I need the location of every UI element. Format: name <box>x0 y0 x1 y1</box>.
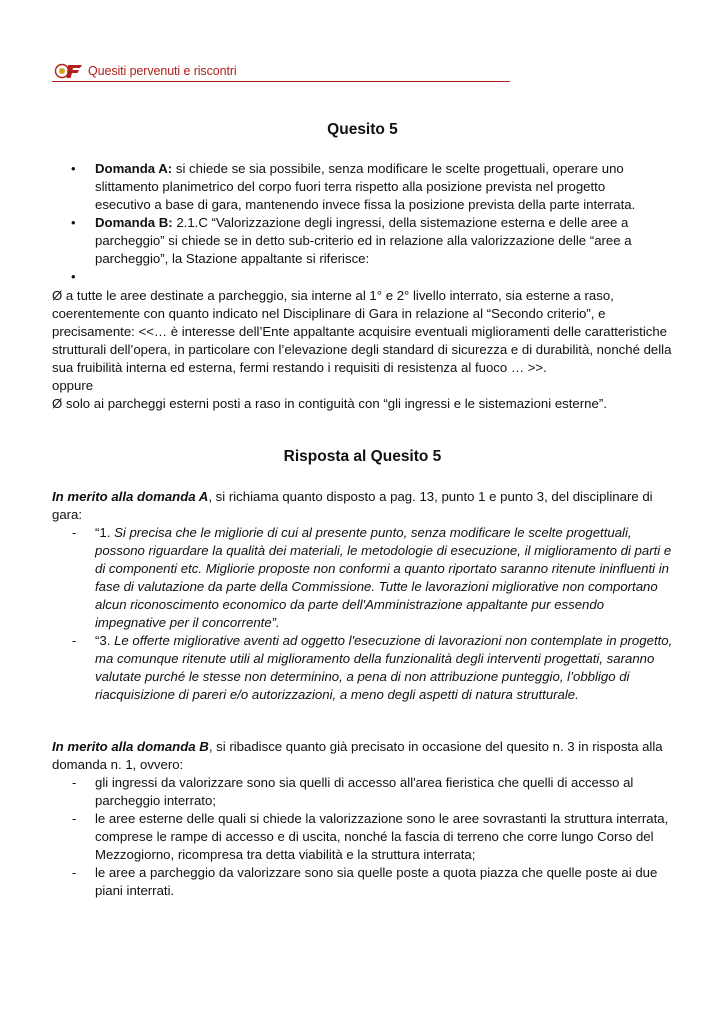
list-item <box>52 524 673 632</box>
bullet-icon: • <box>71 215 76 230</box>
answer-a-section <box>52 488 682 704</box>
list-item <box>52 774 673 810</box>
quote-number: “3. <box>95 633 115 648</box>
dash-marker: - <box>72 775 77 790</box>
option-paragraph: Ø a tutte le aree destinate a parcheggio, sia interne al 1° e 2° livello interrato, sia esterne a raso, coerentemente con quanto indicato nel Disciplinare di Gara in relazione al “Secondo criterio”, e precisamente: <<… è interesse dell’Ente appaltante acquisire eventuali miglioramenti delle caratteristiche strutturali dell’opera, in particolare con l’elevazione degli standard di sicurezza e di durabilità, nonché della sua fruibilità interna ed esterna, fermi restando i requisiti di resistenza al fuoco … >>. <box>52 288 672 375</box>
bullet-icon: • <box>71 269 76 284</box>
question-label: Domanda B: <box>95 215 173 230</box>
quote-text: Le offerte migliorative aventi ad oggetto l'esecuzione di lavorazioni non contemplate in progetto, ma comunque ritenute utili al miglioramento della funzionalità degli interventi progettati, saranno valutate purché le stesse non determinino, a pena di non attribuzione punteggio, l’obbligo di riacquisizione di pareri e/o autorizzazioni, a meno degli aspetti di natura strutturale. <box>95 633 673 702</box>
answer-a-lead: In merito alla domanda A <box>52 489 209 504</box>
dash-marker: - <box>72 811 77 826</box>
quote-text: Si precisa che le migliorie di cui al presente punto, senza modificare le scelte progettuali, possono riguardare la qualità dei materiali, le metodologie di esecuzione, il miglioramento di parti e di componenti etc. Migliorie proposte non conformi a quanto riportato saranno ritenute ininfluenti in fase di valutazione da parte della Commissione. Tutte le lavorazioni migliorative non comportano alcun riconoscimento economico da parte dell'Amministrazione appaltante pur essendo impegnative per il concorrente”. <box>95 525 672 630</box>
option-paragraph: Ø solo ai parcheggi esterni posti a raso in contiguità con “gli ingressi e le sistemazioni esterne”. <box>52 396 607 411</box>
list-item <box>52 810 673 864</box>
answer-b-section <box>52 738 682 900</box>
question-options <box>52 287 682 413</box>
header-title: Quesiti pervenuti e riscontri <box>88 64 237 78</box>
risposta-title: Risposta al Quesito 5 <box>283 448 442 465</box>
empty-bullet-item <box>52 268 652 286</box>
bullet-icon: • <box>71 161 76 176</box>
answer-b-list <box>52 774 682 900</box>
list-item <box>52 864 673 900</box>
quesito-title: Quesito 5 <box>327 121 398 138</box>
dash-marker: - <box>72 865 77 880</box>
question-list <box>52 160 652 286</box>
dash-marker: - <box>72 633 77 648</box>
answer-b-lead: In merito alla domanda B <box>52 739 209 754</box>
answer-a-list <box>52 524 682 704</box>
answer-b-intro <box>52 738 682 774</box>
header-divider <box>52 81 510 82</box>
question-item <box>52 214 652 268</box>
question-text: si chiede se sia possibile, senza modificare le scelte progettuali, operare uno slittamento planimetrico del corpo fuori terra rispetto alla posizione prevista nel progetto esecutivo a base di gara, mantenendo invece fissa la posizione prevista della parte interrata. <box>95 161 636 212</box>
list-item-text: gli ingressi da valorizzare sono sia quelli di accesso all'area fieristica che quelli di accesso al parcheggio interrato; <box>95 775 634 808</box>
dash-marker: - <box>72 525 77 540</box>
page-header <box>52 63 510 83</box>
list-item-text: le aree esterne delle quali si chiede la valorizzazione sono le aree sovrastanti la struttura interrata, comprese le rampe di accesso e di uscita, nonché la fascia di terreno che corre lungo Corso del Mezzogiorno, ricompresa tra detta viabilità e la struttura interrata; <box>95 811 669 862</box>
list-item <box>52 632 673 704</box>
company-logo-icon <box>54 63 84 79</box>
question-text: 2.1.C “Valorizzazione degli ingressi, della sistemazione esterna e delle aree a parcheggio” si chiede se in detto sub-criterio ed in relazione alla valorizzazione delle “aree a parcheggio”, la Stazione appaltante si riferisce: <box>95 215 632 266</box>
quote-number: “1. <box>95 525 115 540</box>
answer-a-text: , si richiama quanto disposto a pag. 13, punto 1 e punto 3, del disciplinare di gara: <box>52 489 653 522</box>
answer-a-intro <box>52 488 682 524</box>
answer-b-text: , si ribadisce quanto già precisato in occasione del quesito n. 3 in risposta alla domanda n. 1, ovvero: <box>52 739 663 772</box>
question-label: Domanda A: <box>95 161 173 176</box>
list-item-text: le aree a parcheggio da valorizzare sono sia quelle poste a quota piazza che quelle poste ai due piani interrati. <box>95 865 658 898</box>
question-item <box>52 160 652 214</box>
oppure-text: oppure <box>52 378 94 393</box>
